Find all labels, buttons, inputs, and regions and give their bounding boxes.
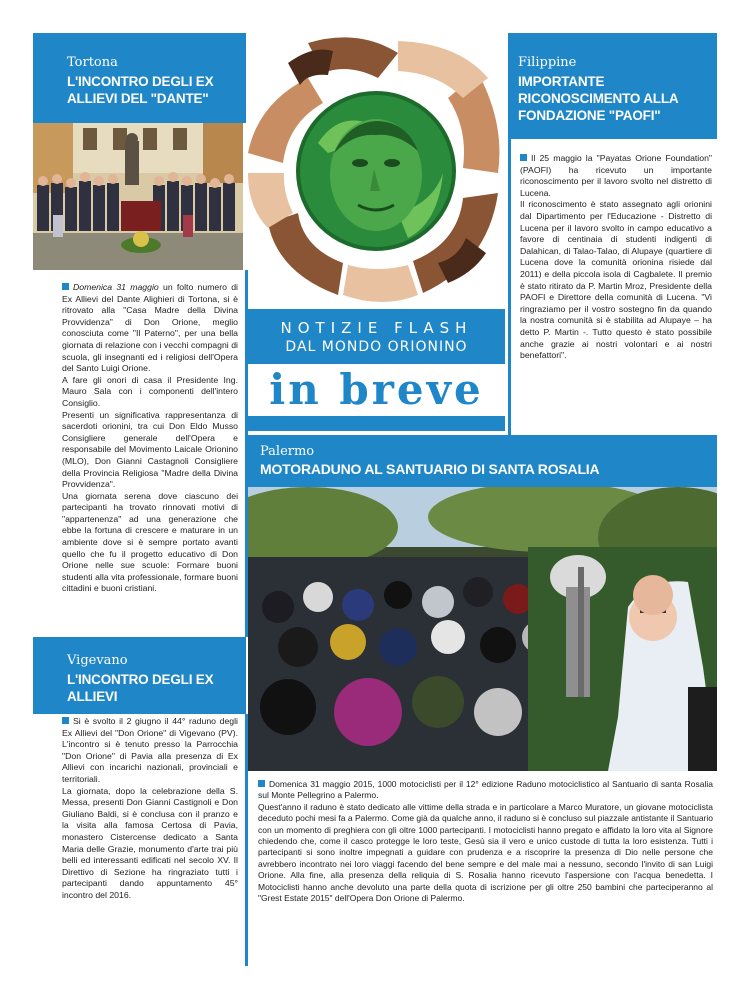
palermo-place: Palermo	[260, 444, 315, 459]
tortona-paragraph: A fare gli onori di casa il Presidente Ing. Mauro Sala con i componenti dell'intero Consiglio.	[62, 374, 238, 408]
palermo-bikers-photo	[248, 487, 717, 771]
palermo-headline: MOTORADUNO AL SANTUARIO DI SANTA ROSALIA	[260, 461, 600, 477]
vigevano-headline: L'INCONTRO DEGLI EX ALLIEVI	[67, 672, 214, 704]
masthead-title-band	[248, 364, 505, 416]
bullet-square-icon	[62, 717, 69, 724]
vigevano-header	[33, 637, 246, 714]
vigevano-place: Vigevano	[67, 653, 128, 668]
palermo-body: Domenica 31 maggio 2015, 1000 motociclisti per il 12° edizione Raduno motociclistico al Santuario di santa Rosalia sul Monte Pellegrino a Palermo. Quest'anno il raduno è stato dedicato alle vittime della strada e in particolare a Marco Muratore, un giovane motociclista deceduto pochi mesi fa a Palermo. Come già da qualche anno, il raduno si è concluso sul piazzale antistante il Santuario con un momento di preghiera con gli oltre 1000 partecipanti. I motociclisti hanno pregato e affidato la loro vita al Signore chiedendo che, come il casco protegge le loro teste, Gesù sia il vero e unico custode di tutta la loro esistenza. Tutti i partecipanti si sono inoltre impegnati a guidare con prudenza e a riscoprire la presenza di Dio nelle persone che avrebbero incontrato nei loro viaggi facendo del bene sempre e del male mai a nessuno, secondo l'invito di san Luigi Orione. Alla fine, alla presenza della reliquia di S. Rosalia hanno ricevuto l'aspersione con l'acqua benedetta. I Motociclisti hanno anche devoluto una parte della quota di iscrizione per gli oltre 250 bambini che parteciperanno al "Grest Estate 2015" dell'Opera Don Orione di Palermo.	[258, 779, 713, 904]
tortona-paragraph: Una giornata serena dove ciascuno dei partecipanti ha trovato rinnovati motivi di "appartenenza" ad una generazione che ebbe la fortuna di crescere e maturare in un ambiente dove si è sempre portato avanti quello che fu il progetto educativo di Don Orione nelle sue scuole: Formare buoni studenti alla vita professionale, formare buoni cittadini e buoni cristiani.	[62, 490, 238, 594]
filippine-body: Il 25 maggio la "Payatas Orione Foundation" (PAOFI) ha ricevuto un importante riconoscimento per il lavoro svolto nel distretto di Lucena. Il riconoscimento è stato assegnato agli orionini dal Dipartimento per l'Educazione - Distretto di Lucena per il lavoro svolto in campo educativo a favore di centinaia di studenti indigenti di Dalahican, di Talao-Talao, di Alupaye (quartiere di Lucena dove la comunità orionina risiede dal 2011) e della piccola isola di Cagbalete. Il premio è stato ritirato da P. Martin Mroz, Presidente della PAOFI e Direttore della comunità di Lucena. "Vi ringraziamo per il vostro sostegno fin da quando la nostra comunità si è stabilita ad Alupaye – ha detto P. Martin -. Tutto questo è stato possibile anche grazie ai nostri volontari e ai nostri benefattori".	[520, 153, 712, 361]
bullet-square-icon	[520, 154, 527, 161]
tortona-body: Domenica 31 maggio un folto numero di Ex Allievi del Dante Alighieri di Tortona, si è ritrovato alla "Casa Madre della Divina Provvidenza" di Don Orione, meglio conosciuta come "Il Paterno", per una bella giornata di relazione con i vecchi compagni di scuola, gli insegnanti ed i religiosi dell'Opera del Santo Luigi Orione. A fare gli onori di casa il Presidente Ing. Mauro Sala con i componenti dell'intero Consiglio. Presenti un significativa rappresentanza di sacerdoti orionini, tra cui Don Eldo Musso Consigliere generale dell'Opera e responsabile del Movimento Laicale Orionino (MLO), Don Gianni Castagnoli Consigliere della Provincia Religiosa "Madre della Divina Provvidenza". Una giornata serena dove ciascuno dei partecipanti ha trovato rinnovati motivi di "appartenenza" ad una generazione che ebbe la fortuna di crescere e maturare in un ambiente dove si è sempre portato avanti quello che fu il progetto educativo di Don Orione nelle sue scuole: Formare buoni studenti alla vita professionale, formare buoni cittadini e buoni cristiani.	[62, 282, 238, 594]
tortona-paragraph: Presenti un significativa rappresentanza di sacerdoti orionini, tra cui Don Eldo Musso Consigliere generale dell'Opera e responsabile del Movimento Laicale Orionino (MLO), Don Gianni Castagnoli Consigliere della Provincia Religiosa "Madre della Divina Provvidenza".	[62, 409, 238, 490]
palermo-header	[248, 435, 717, 487]
filippine-header	[508, 33, 717, 139]
filippine-paragraph: Il riconoscimento è stato assegnato agli orionini dal Dipartimento per l'Educazione - Distretto di Lucena per il lavoro svolto in campo educativo a favore di centinaia di studenti indigenti di Dalahican, di Talao-Talao, di Alupaye (quartiere di Lucena dove la comunità orionina risiede dal 2011) e della piccola isola di Cagbalete. Il premio è stato ritirato da P. Martin Mroz, Presidente della PAOFI e Direttore della comunità di Lucena. "Vi ringraziamo per il vostro sostegno fin da quando la nostra comunità si è stabilita ad Alupaye – ha detto P. Martin -. Tutto questo è stato possibile anche grazie ai nostri volontari e ai nostri benefattori".	[520, 199, 712, 361]
tortona-place: Tortona	[67, 55, 118, 70]
hands-globe-illustration	[248, 33, 505, 309]
filippine-column-rule	[508, 139, 511, 435]
palermo-paragraph: Quest'anno il raduno è stato dedicato alle vittime della strada e in particolare a Marco Muratore, un giovane motociclista deceduto pochi mesi fa a Palermo. Come già da qualche anno, il raduno si è concluso sul piazzale antistante il Santuario con un momento di preghiera con gli oltre 1000 partecipanti. I motociclisti hanno pregato e affidato la loro vita al Signore chiedendo che, come il casco protegge le loro teste, Gesù sia il vero e unico custode di tutta la loro esistenza. Tutti i partecipanti si sono inoltre impegnati a guidare con prudenza e a riscoprire la presenza di Dio nelle persone che avrebbero incontrato nei loro viaggi facendo del bene sempre e del male mai a nessuno, secondo l'invito di san Luigi Orione. Alla fine, alla presenza della reliquia di S. Rosalia hanno ricevuto l'aspersione con l'acqua benedetta. I Motociclisti hanno anche devoluto una parte della quota di iscrizione per gli oltre 250 bambini che parteciperanno al "Grest Estate 2015" dell'Opera Don Orione di Palermo.	[258, 801, 713, 904]
tortona-date: Domenica 31 maggio	[73, 282, 159, 292]
masthead-line1: NOTIZIE FLASH	[280, 319, 473, 337]
tortona-headline: L'INCONTRO DEGLI EX ALLIEVI DEL "DANTE"	[67, 74, 214, 106]
masthead-title: in breve	[269, 365, 484, 414]
bullet-square-icon	[258, 780, 265, 787]
bullet-square-icon	[62, 283, 69, 290]
vigevano-paragraph: La giornata, dopo la celebrazione della S. Messa, presenti Don Gianni Castignoli e Don Giuliano Baldi, si è conclusa con il pranzo e la visita alla famosa Certosa di Pavia, monastero Cistercense dedicato a Santa Maria delle Grazie, monumento d'arte trai più belli ed interessanti edificati nel secolo XV. Il Direttivo di Sezione ha ringraziato tutti i partecipanti dando appuntamento 45° incontro del 2016.	[62, 785, 238, 900]
filippine-headline: IMPORTANTE RICONOSCIMENTO ALLA FONDAZIONE "PAOFI"	[518, 74, 678, 123]
masthead-line2: DAL MONDO ORIONINO	[285, 339, 468, 355]
vigevano-body: Si è svolto il 2 giugno il 44° raduno degli Ex Allievi del "Don Orione" di Vigevano (PV). L'incontro si è tenuto presso la Parrocchia "Don Orione" di Pavia alla presenza di Ex Allievi con incarichi nazionali, provinciali e territoriali. La giornata, dopo la celebrazione della S. Messa, presenti Don Gianni Castignoli e Don Giuliano Baldi, si è conclusa con il pranzo e la visita alla famosa Certosa di Pavia, monastero Cistercense dedicato a Santa Maria delle Grazie, monumento d'arte trai più belli ed interessanti edificati nel secolo XV. Il Direttivo di Sezione ha ringraziato tutti i partecipanti dando appuntamento 45° incontro del 2016.	[62, 716, 238, 900]
tortona-group-photo	[33, 123, 243, 270]
filippine-place: Filippine	[518, 55, 577, 70]
masthead-box	[248, 309, 505, 431]
tortona-header	[33, 33, 246, 123]
